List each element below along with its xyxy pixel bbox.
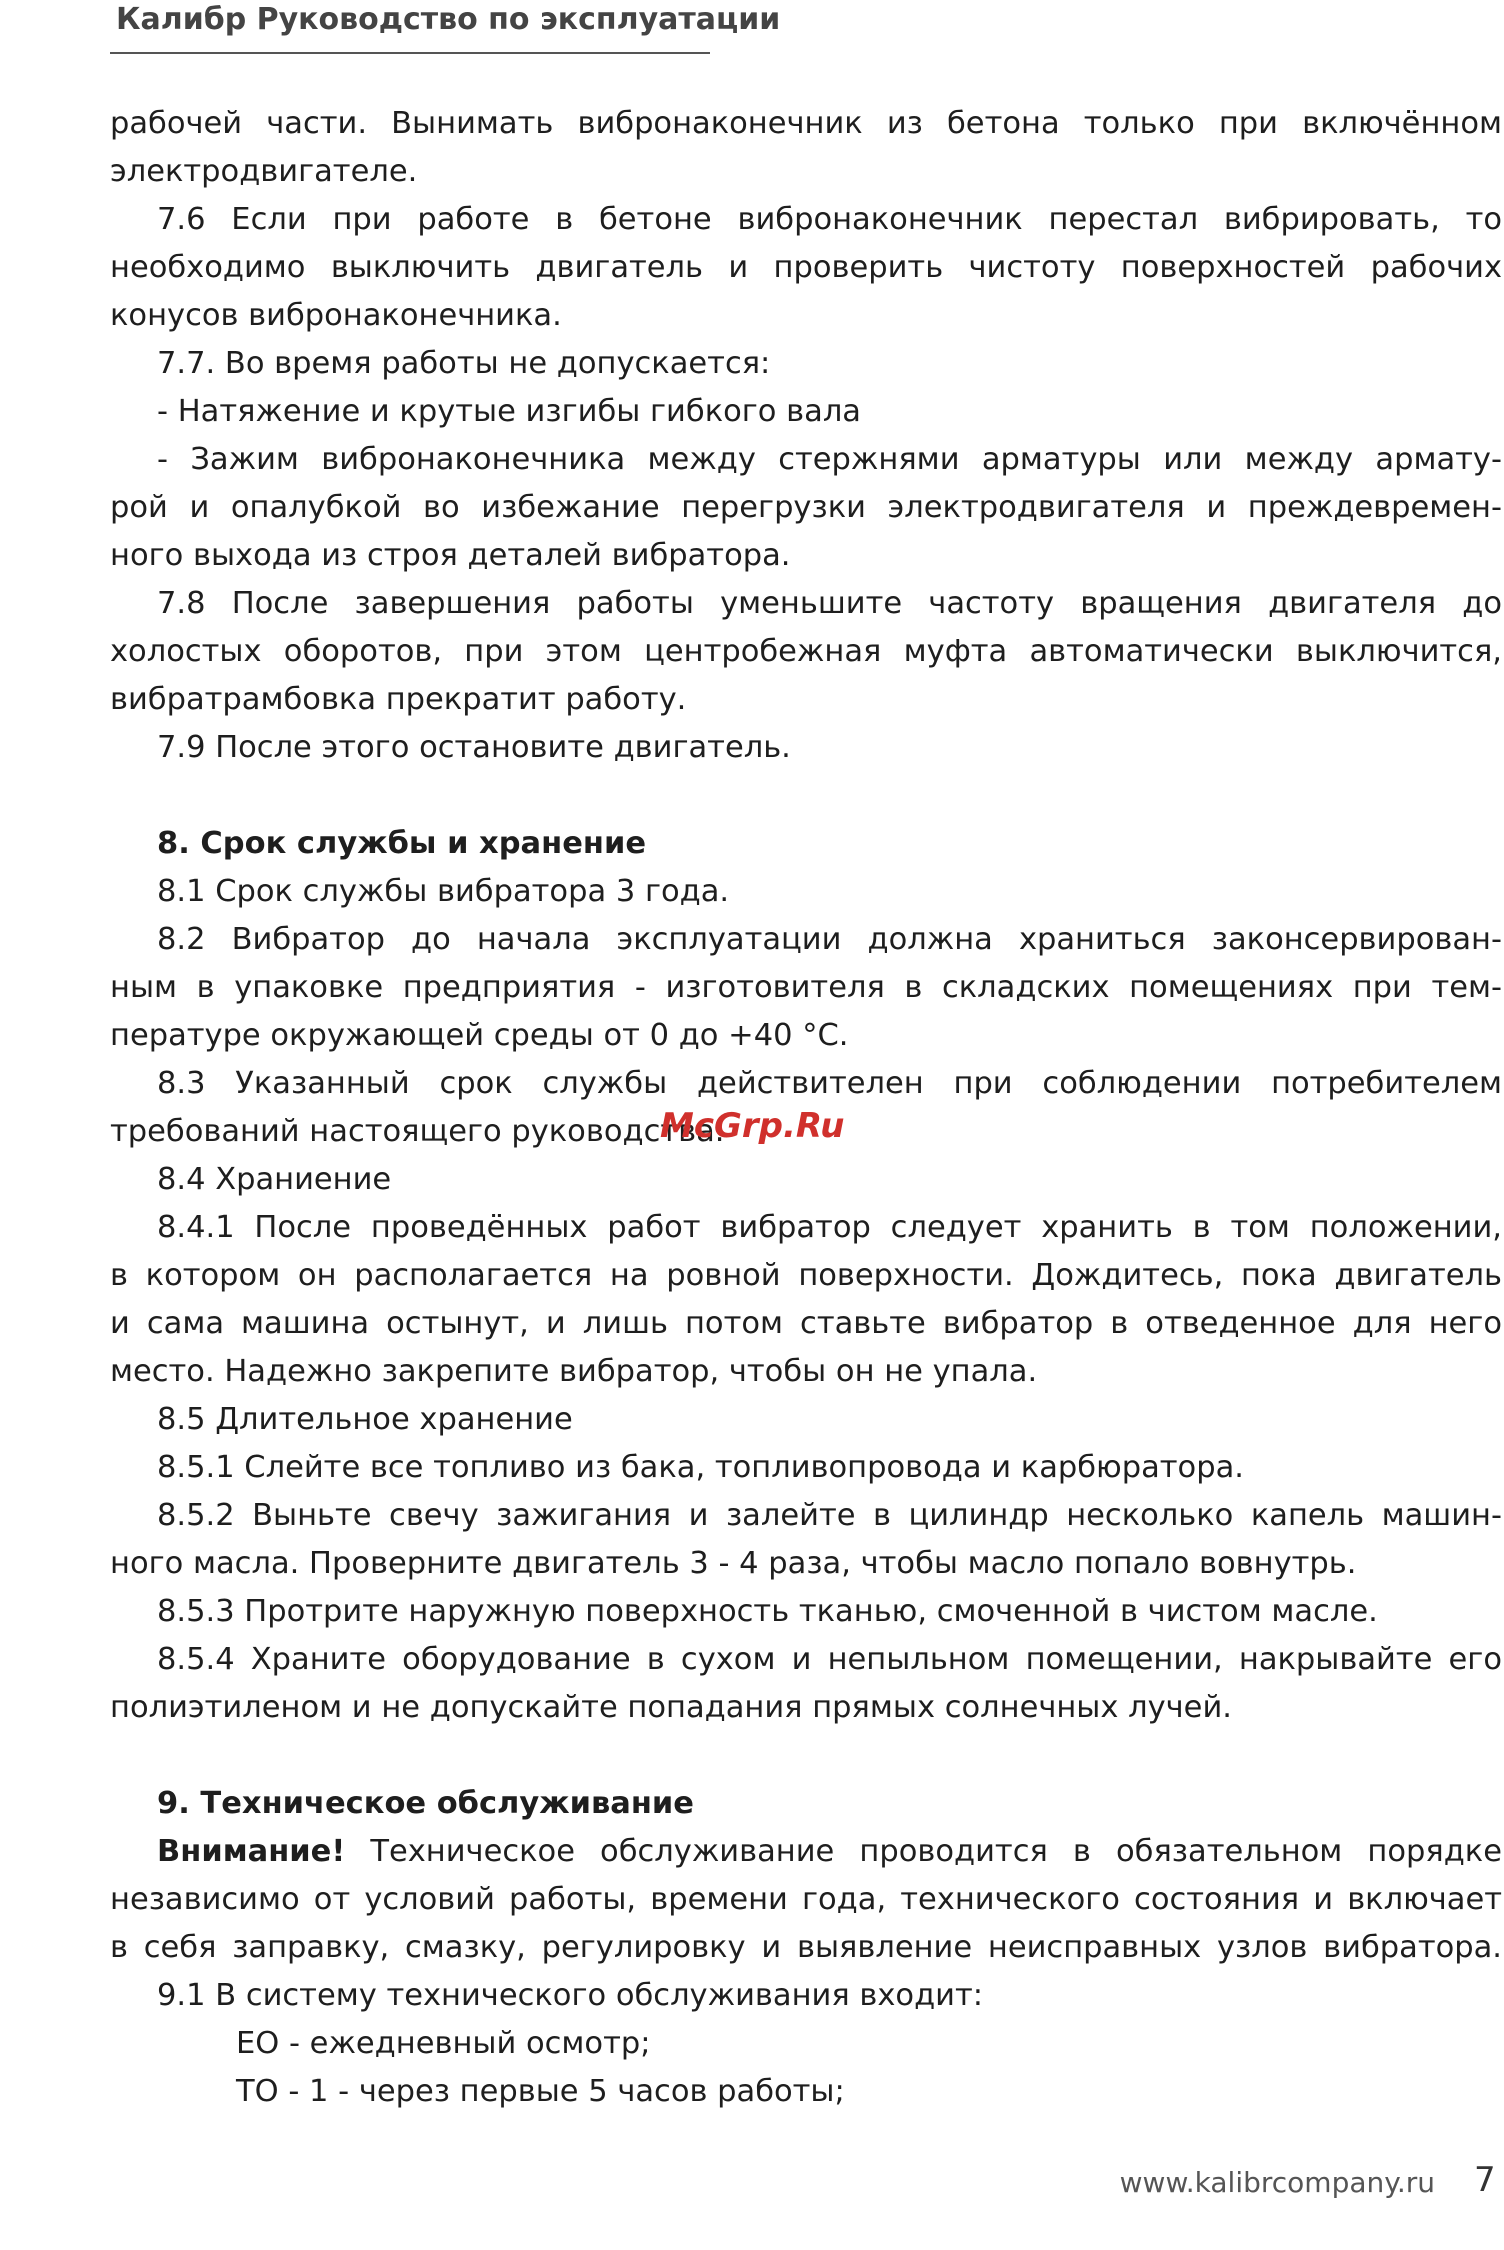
text-line	[110, 1828, 1502, 1876]
text-line: холостых оборотов, при этом центробежная муфта автоматически выключится,	[110, 634, 1502, 669]
text-line: пературе окружающей среды от 0 до +40 °С.	[110, 1018, 849, 1053]
footer-url: www.kalibrcompany.ru	[1119, 2166, 1435, 2199]
text-line: 8.5 Длительное хранение	[157, 1402, 573, 1437]
text-line: место. Надежно закрепите вибратор, чтобы он не упала.	[110, 1354, 1038, 1389]
section-heading: 9. Техническое обслуживание	[157, 1786, 694, 1821]
text-line: ЕО - ежедневный осмотр;	[236, 2026, 651, 2061]
text-line: конусов вибронаконечника.	[110, 298, 562, 333]
text-line: полиэтиленом и не допускайте попадания прямых солнечных лучей.	[110, 1690, 1232, 1725]
text-line: 8.3 Указанный срок службы действителен при соблюдении потребителем	[157, 1066, 1502, 1101]
watermark: McGrp.Ru	[660, 1106, 845, 1146]
text-line: вибратрамбовка прекратит работу.	[110, 682, 687, 717]
text-line: необходимо выключить двигатель и проверить чистоту поверхностей рабочих	[110, 250, 1502, 285]
text-line: 8.5.4 Храните оборудование в сухом и непыльном помещении, накрывайте его	[157, 1642, 1502, 1677]
text-line: ТО - 1 - через первые 5 часов работы;	[236, 2074, 845, 2109]
text-line: ного выхода из строя деталей вибратора.	[110, 538, 791, 573]
text-line-rest: Техническое обслуживание проводится в обязательном порядке	[345, 1834, 1502, 1869]
text-line: и сама машина остынут, и лишь потом ставьте вибратор в отведенное для него	[110, 1306, 1502, 1341]
text-line: требований настоящего руководства.	[110, 1114, 725, 1149]
section-heading: 8. Срок службы и хранение	[157, 826, 647, 861]
text-line: рой и опалубкой во избежание перегрузки электродвигателя и преждевремен-	[110, 490, 1502, 525]
text-line: 8.5.2 Выньте свечу зажигания и залейте в цилиндр несколько капель машин-	[157, 1498, 1502, 1533]
text-line: 7.9 После этого остановите двигатель.	[157, 730, 791, 765]
text-line: рабочей части. Вынимать вибронаконечник из бетона только при включённом	[110, 106, 1502, 141]
text-line: в себя заправку, смазку, регулировку и выявление неисправных узлов вибратора.	[110, 1930, 1502, 1965]
text-line: - Зажим вибронаконечника между стержнями арматуры или между армату-	[157, 442, 1502, 477]
warning-label: Внимание!	[157, 1834, 346, 1869]
text-line: 7.7. Во время работы не допускается:	[157, 346, 771, 381]
text-line: в котором он располагается на ровной поверхности. Дождитесь, пока двигатель	[110, 1258, 1502, 1293]
text-line: ным в упаковке предприятия - изготовителя в складских помещениях при тем-	[110, 970, 1502, 1005]
text-line: 7.6 Если при работе в бетоне вибронаконечник перестал вибрировать, то	[157, 202, 1502, 237]
text-line: 7.8 После завершения работы уменьшите частоту вращения двигателя до	[157, 586, 1502, 621]
text-line: 8.4.1 После проведённых работ вибратор следует хранить в том положении,	[157, 1210, 1502, 1245]
text-line: 8.4 Храниение	[157, 1162, 392, 1197]
text-line: 8.5.3 Протрите наружную поверхность тканью, смоченной в чистом масле.	[157, 1594, 1378, 1629]
header-title: Калибр Руководство по эксплуатации	[116, 2, 781, 37]
text-line: 8.2 Вибратор до начала эксплуатации должна храниться законсервирован-	[157, 922, 1502, 957]
text-line: 9.1 В систему технического обслуживания входит:	[157, 1978, 984, 2013]
text-line: 8.5.1 Слейте все топливо из бака, топливопровода и карбюратора.	[157, 1450, 1244, 1485]
paragraph-gap	[110, 1732, 1502, 1780]
text-line: ного масла. Проверните двигатель 3 - 4 раза, чтобы масло попало вовнутрь.	[110, 1546, 1357, 1581]
text-line: независимо от условий работы, времени года, технического состояния и включает	[110, 1882, 1502, 1917]
text-line: электродвигателе.	[110, 154, 418, 189]
text-line: - Натяжение и крутые изгибы гибкого вала	[157, 394, 862, 429]
text-line: 8.1 Срок службы вибратора 3 года.	[157, 874, 730, 909]
page-header	[110, 0, 781, 54]
page-number: 7	[1474, 2160, 1496, 2200]
paragraph-gap	[110, 772, 1502, 820]
